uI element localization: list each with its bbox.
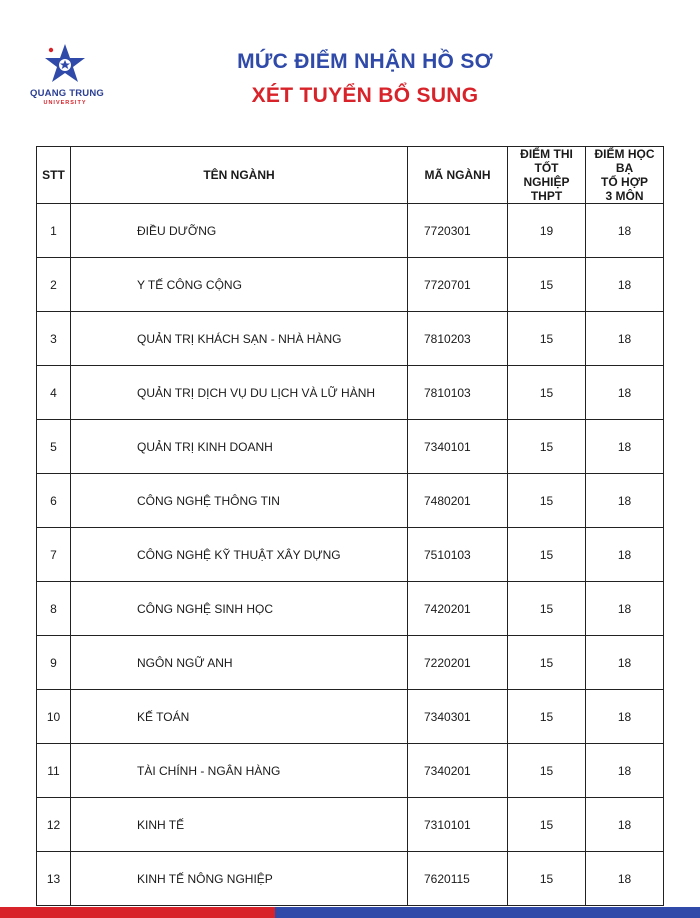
row-hocba-score: 18 <box>586 420 664 474</box>
row-hocba-score: 18 <box>586 798 664 852</box>
row-hocba-score: 18 <box>586 582 664 636</box>
row-hocba-score: 18 <box>586 528 664 582</box>
row-stt: 12 <box>37 798 71 852</box>
row-program-name: TÀI CHÍNH - NGÂN HÀNG <box>71 744 408 798</box>
logo-name: QUANG TRUNG <box>30 88 104 99</box>
header-stt: STT <box>37 147 71 204</box>
row-thpt-score: 15 <box>508 852 586 906</box>
row-stt: 7 <box>37 528 71 582</box>
row-program-code: 7810203 <box>408 312 508 366</box>
score-table <box>36 146 664 906</box>
row-thpt-score: 15 <box>508 312 586 366</box>
table-row <box>37 636 664 690</box>
row-thpt-score: 15 <box>508 474 586 528</box>
row-program-code: 7220201 <box>408 636 508 690</box>
page-title: MỨC ĐIỂM NHẬN HỒ SƠ <box>237 50 493 73</box>
row-stt: 2 <box>37 258 71 312</box>
header-thpt-score: ĐIỂM THI TỐT NGHIỆP THPT <box>508 147 586 204</box>
row-program-code: 7340101 <box>408 420 508 474</box>
header-name: TÊN NGÀNH <box>71 147 408 204</box>
row-stt: 4 <box>37 366 71 420</box>
row-hocba-score: 18 <box>586 366 664 420</box>
row-stt: 11 <box>37 744 71 798</box>
row-program-name: QUẢN TRỊ DỊCH VỤ DU LỊCH VÀ LỮ HÀNH <box>71 366 408 420</box>
table-row <box>37 798 664 852</box>
table-row <box>37 204 664 258</box>
row-hocba-score: 18 <box>586 258 664 312</box>
row-program-code: 7420201 <box>408 582 508 636</box>
row-stt: 13 <box>37 852 71 906</box>
row-stt: 6 <box>37 474 71 528</box>
row-thpt-score: 15 <box>508 636 586 690</box>
row-hocba-score: 18 <box>586 204 664 258</box>
row-program-name: KẾ TOÁN <box>71 690 408 744</box>
row-hocba-score: 18 <box>586 744 664 798</box>
row-program-code: 7340201 <box>408 744 508 798</box>
row-thpt-score: 15 <box>508 366 586 420</box>
table-row <box>37 690 664 744</box>
row-program-name: ĐIỀU DƯỠNG <box>71 204 408 258</box>
table-row <box>37 312 664 366</box>
row-program-name: QUẢN TRỊ KHÁCH SẠN - NHÀ HÀNG <box>71 312 408 366</box>
table-row <box>37 582 664 636</box>
logo-subtitle: UNIVERSITY <box>43 100 87 106</box>
footer-bar-blue <box>275 907 700 918</box>
row-thpt-score: 15 <box>508 582 586 636</box>
row-stt: 8 <box>37 582 71 636</box>
row-stt: 1 <box>37 204 71 258</box>
row-hocba-score: 18 <box>586 474 664 528</box>
row-program-code: 7620115 <box>408 852 508 906</box>
row-stt: 10 <box>37 690 71 744</box>
row-hocba-score: 18 <box>586 312 664 366</box>
row-program-name: CÔNG NGHỆ KỸ THUẬT XÂY DỰNG <box>71 528 408 582</box>
row-program-name: CÔNG NGHỆ SINH HỌC <box>71 582 408 636</box>
table-row <box>37 420 664 474</box>
row-hocba-score: 18 <box>586 636 664 690</box>
row-thpt-score: 19 <box>508 204 586 258</box>
row-thpt-score: 15 <box>508 258 586 312</box>
table-header-row <box>37 147 664 204</box>
row-program-code: 7340301 <box>408 690 508 744</box>
header-hocba-score: ĐIỂM HỌC BẠ TỔ HỢP 3 MÔN <box>586 147 664 204</box>
row-program-name: NGÔN NGỮ ANH <box>71 636 408 690</box>
row-program-code: 7480201 <box>408 474 508 528</box>
row-hocba-score: 18 <box>586 852 664 906</box>
row-stt: 3 <box>37 312 71 366</box>
row-stt: 5 <box>37 420 71 474</box>
table-row <box>37 852 664 906</box>
row-hocba-score: 18 <box>586 690 664 744</box>
table-row <box>37 528 664 582</box>
row-thpt-score: 15 <box>508 420 586 474</box>
row-thpt-score: 15 <box>508 690 586 744</box>
row-stt: 9 <box>37 636 71 690</box>
row-program-name: CÔNG NGHỆ THÔNG TIN <box>71 474 408 528</box>
table-row <box>37 474 664 528</box>
row-thpt-score: 15 <box>508 798 586 852</box>
row-program-code: 7810103 <box>408 366 508 420</box>
footer-bar-red <box>0 907 275 918</box>
row-program-name: KINH TẾ <box>71 798 408 852</box>
row-thpt-score: 15 <box>508 744 586 798</box>
row-program-code: 7310101 <box>408 798 508 852</box>
row-program-name: QUẢN TRỊ KINH DOANH <box>71 420 408 474</box>
row-program-code: 7720301 <box>408 204 508 258</box>
table-row <box>37 258 664 312</box>
page-subtitle: XÉT TUYỂN BỔ SUNG <box>251 84 479 107</box>
row-program-name: KINH TẾ NÔNG NGHIỆP <box>71 852 408 906</box>
table-row <box>37 366 664 420</box>
row-program-code: 7510103 <box>408 528 508 582</box>
row-program-name: Y TẾ CÔNG CỘNG <box>71 258 408 312</box>
row-thpt-score: 15 <box>508 528 586 582</box>
row-program-code: 7720701 <box>408 258 508 312</box>
table-row <box>37 744 664 798</box>
header-code: MÃ NGÀNH <box>408 147 508 204</box>
